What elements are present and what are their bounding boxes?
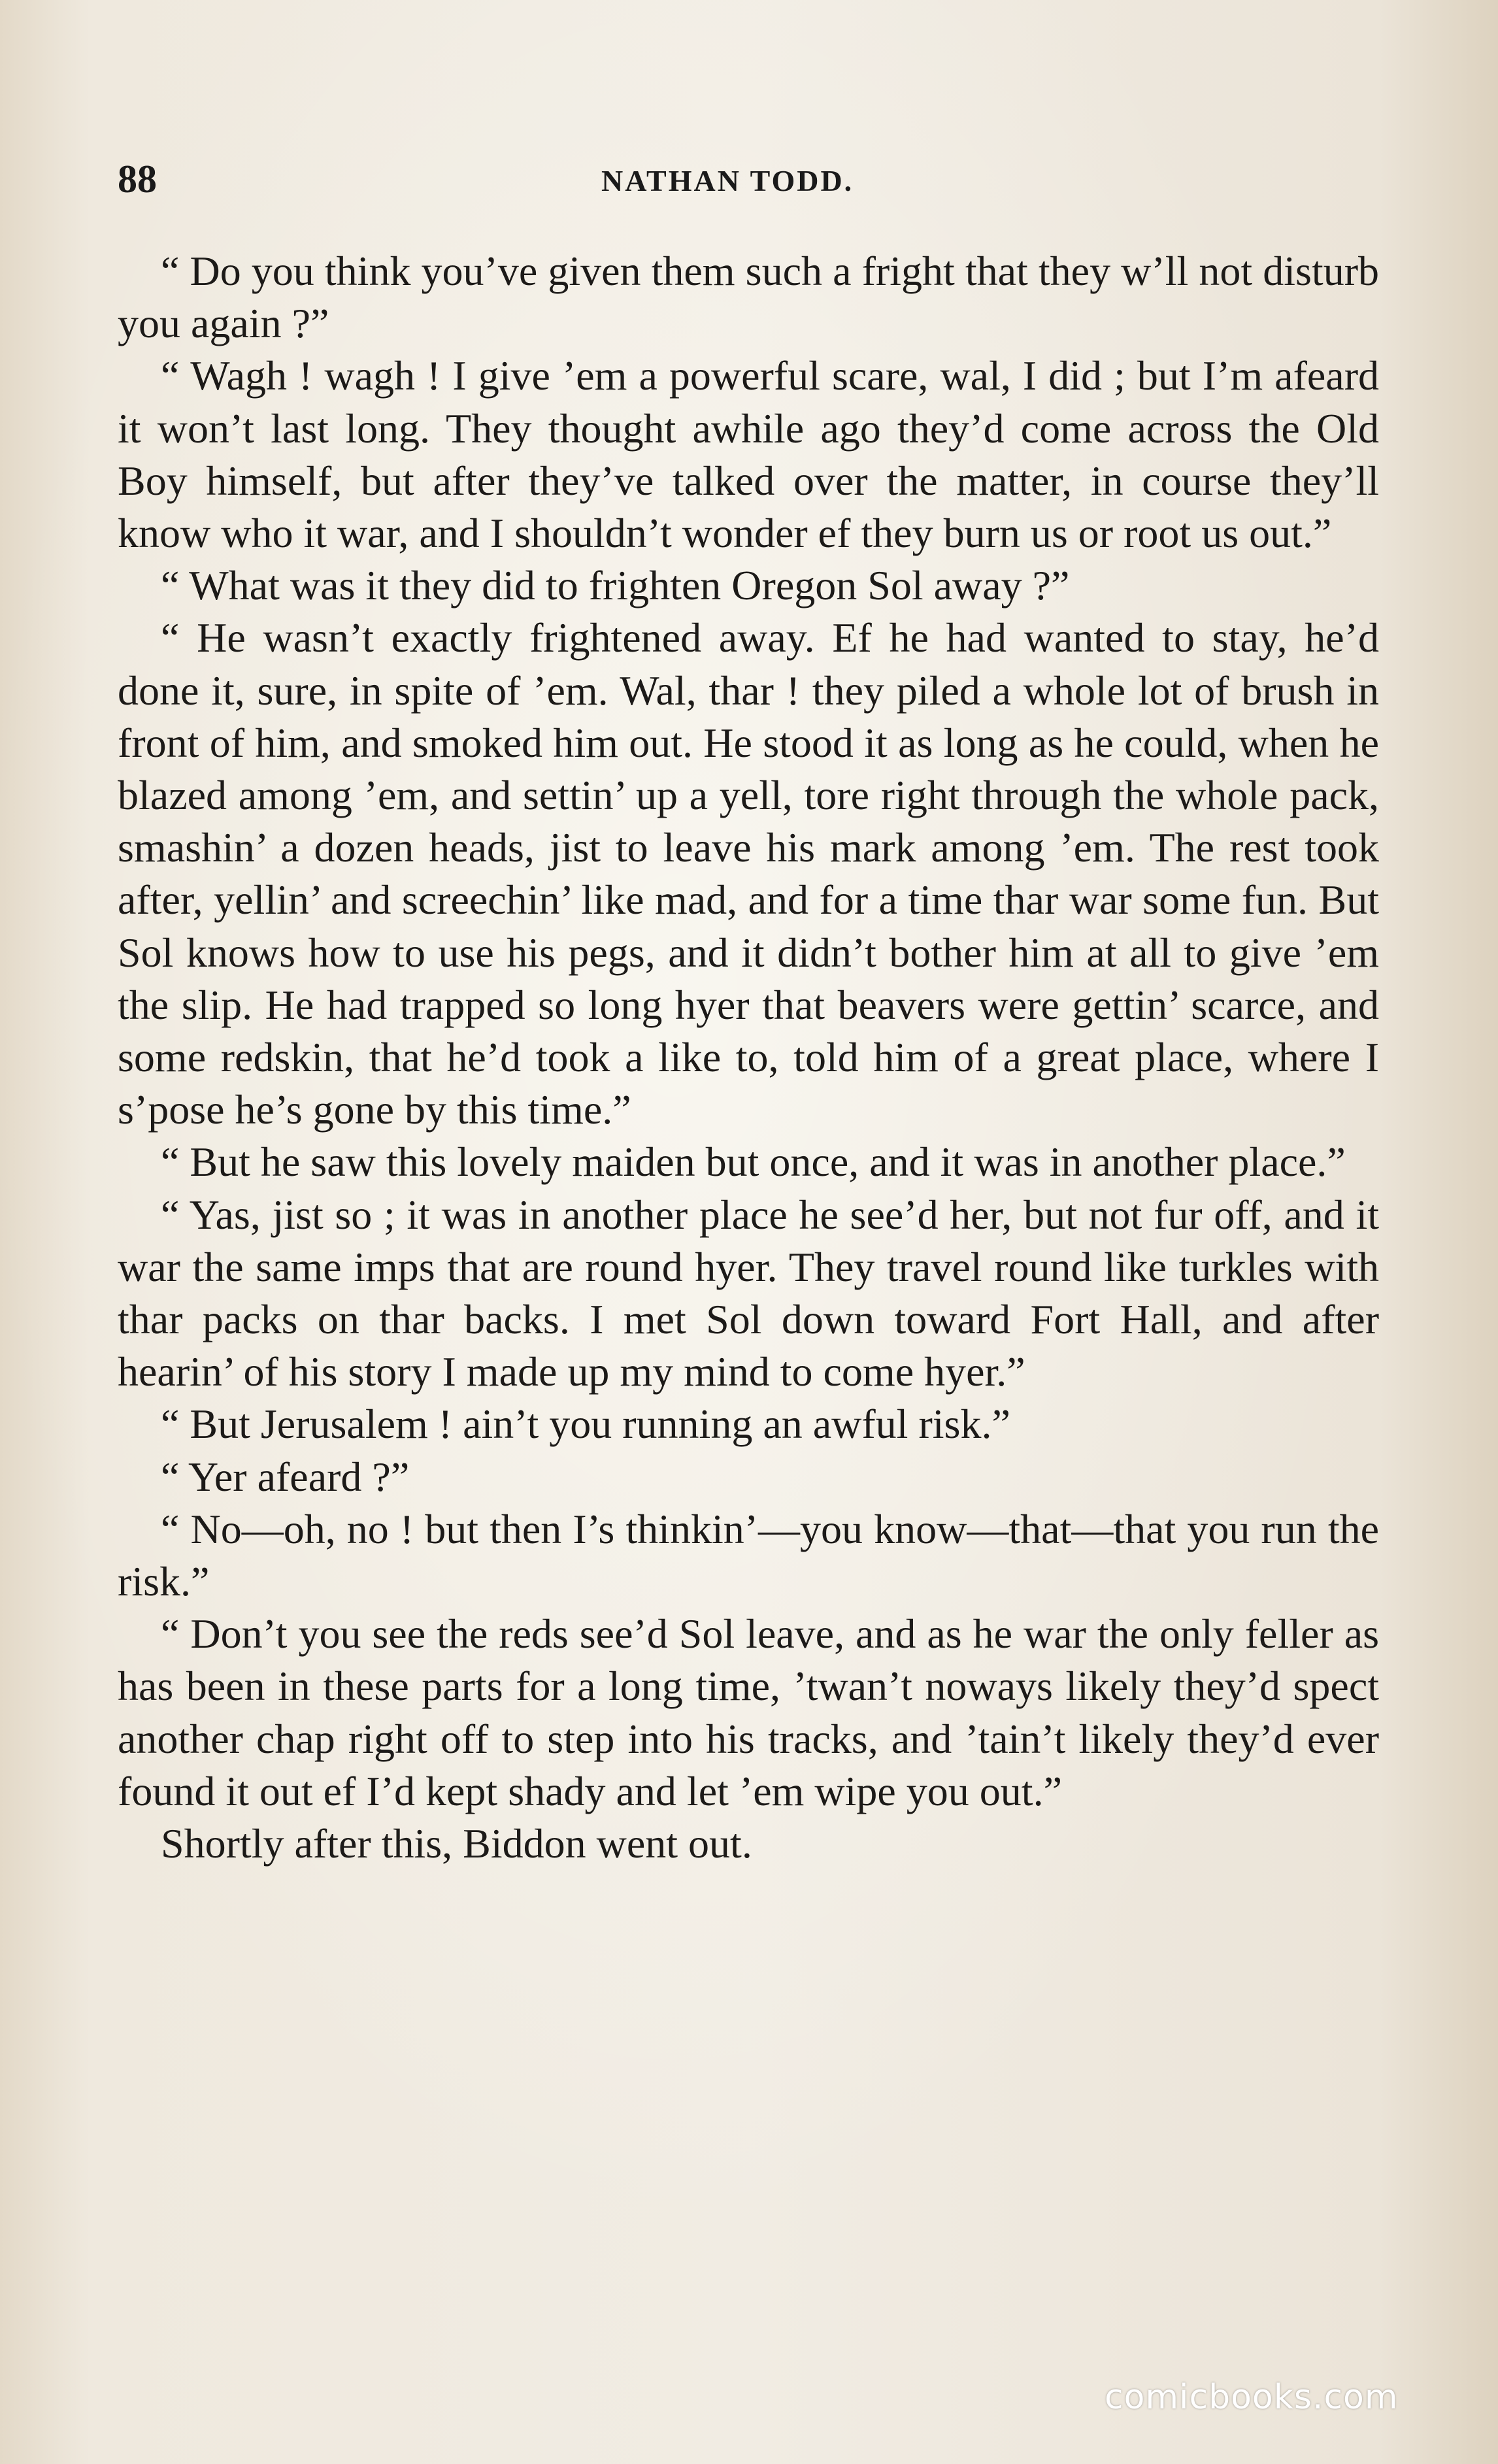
page-number: 88 xyxy=(118,158,157,201)
paragraph: “ Yer afeard ?” xyxy=(161,1453,410,1500)
page-header xyxy=(118,157,1379,209)
bleed-through-footnote xyxy=(118,2209,1379,2372)
body-text xyxy=(118,245,1379,1870)
paragraph: “ He wasn’t exactly frightened away. Ef he had wanted to stay, he’d done it, sure, in spite of ’em. Wal, thar ! they piled a whole lot of brush in front of him, and smoked him out. He stood it as long as he could, when he blazed among ’em, and settin’ up a yell, tore right through the whole pack, smashin’ a dozen heads, jist to leave his mark among ’em. The rest took after, yellin’ and screechin’ like mad, and for a time thar war some fun. But Sol knows how to use his pegs, and it didn’t bother him at all to give ’em the slip. He had trapped so long hyer that beavers were gettin’ scarce, and some redskin, that he’d took a like to, told him of a great place, where I s’pose he’s gone by this time.” xyxy=(118,614,1379,1133)
paragraph: “ Yas, jist so ; it was in another place he see’d her, but not fur off, and it war the same imps that are round hyer. They travel round like turkles with thar packs on thar backs. I met Sol down toward Fort Hall, and after hearin’ of his story I made up my mind to come hyer.” xyxy=(118,1191,1379,1395)
running-head: NATHAN TODD. xyxy=(601,164,854,197)
paragraph: “ Do you think you’ve given them such a fright that they w’ll not disturb you again ?” xyxy=(118,248,1379,347)
paragraph: “ Wagh ! wagh ! I give ’em a powerful scare, wal, I did ; but I’m afeard it won’t last long. They thought awhile ago they’d come across the Old Boy himself, but after they’ve talked over the matter, in course they’ll know who it war, and I shouldn’t wonder ef they burn us or root us out.” xyxy=(118,352,1379,557)
paragraph: “ But he saw this lovely maiden but once, and it was in another place.” xyxy=(161,1139,1346,1186)
paragraph: “ No—oh, no ! but then I’s thinkin’—you know—that—that you run the risk.” xyxy=(118,1505,1379,1605)
paragraph: “ But Jerusalem ! ain’t you running an awful risk.” xyxy=(161,1401,1010,1448)
watermark: comicbooks.com xyxy=(1105,2378,1399,2417)
paragraph: “ Don’t you see the reds see’d Sol leave, and as he war the only feller as has been in these parts for a long time, ’twan’t noways likely they’d spect another chap right off to step into his tracks, and ’tain’t likely they’d ever found it out ef I’d kept shady and let ’em wipe you out.” xyxy=(118,1610,1379,1814)
paragraph: Shortly after this, Biddon went out. xyxy=(161,1820,752,1867)
paragraph: “ What was it they did to frighten Oregon Sol away ?” xyxy=(161,562,1070,609)
